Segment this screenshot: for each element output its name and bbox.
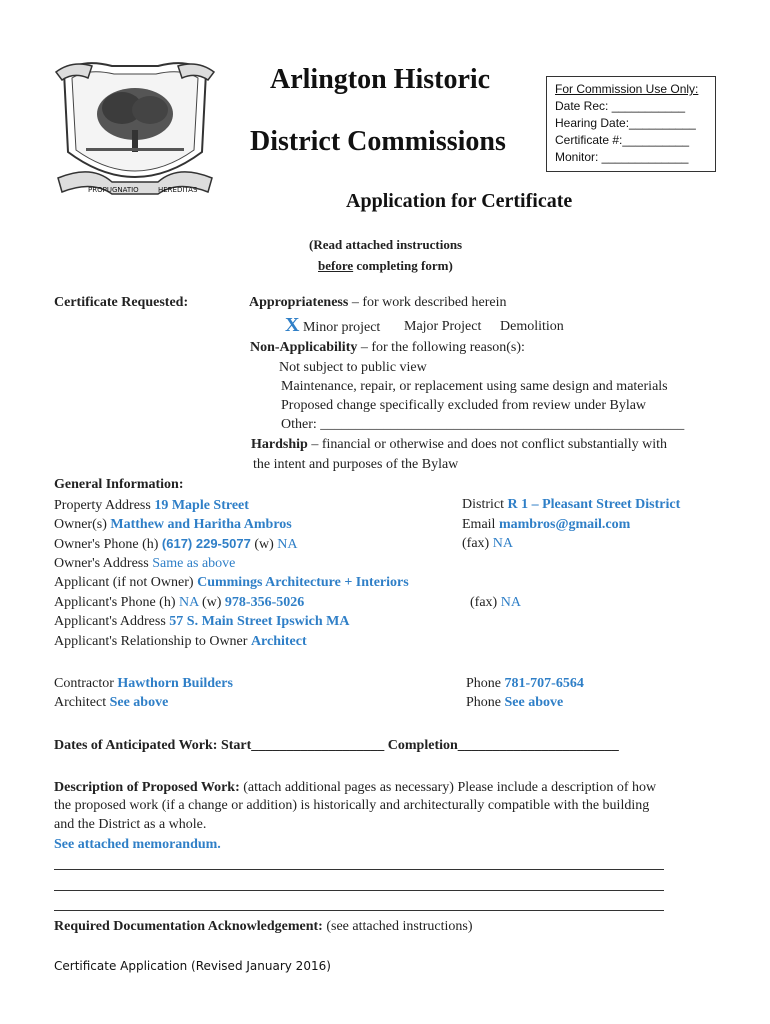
office-use-box <box>546 76 716 172</box>
district-row[interactable]: District R 1 – Pleasant Street District <box>462 497 681 512</box>
hardship-option[interactable]: Hardship – financial or otherwise and does not conflict substantially with <box>251 437 668 452</box>
reason-maintenance[interactable]: Maintenance, repair, or replacement using same design and materials <box>281 379 668 394</box>
anticipated-work-dates[interactable]: Dates of Anticipated Work: Start___________________ Completion_______________________ <box>54 738 619 753</box>
hardship-desc-line2: the intent and purposes of the Bylaw <box>253 457 459 472</box>
svg-text:PROPUGNATIO: PROPUGNATIO <box>88 186 139 194</box>
reason-bylaw-excluded[interactable]: Proposed change specifically excluded from review under Bylaw <box>281 398 647 413</box>
town-seal-image <box>52 52 218 200</box>
title-line-1: Arlington Historic <box>270 64 491 95</box>
architect-phone-row[interactable]: Phone See above <box>466 695 564 710</box>
applicant-row[interactable]: Applicant (if not Owner) Cummings Architecture + Interiors <box>54 575 409 590</box>
description-line-3[interactable] <box>54 910 664 911</box>
description-line-2[interactable] <box>54 890 664 891</box>
architect-row[interactable]: Architect See above <box>54 695 169 710</box>
owner-phone-row[interactable]: Owner's Phone (h) (617) 229-5077 (w) NA <box>54 536 298 552</box>
documentation-acknowledgement: Required Documentation Acknowledgement: (see attached instructions) <box>54 919 473 934</box>
non-applicability-option[interactable]: Non-Applicability – for the following reason(s): <box>250 340 525 355</box>
title-line-2: District Commissions <box>250 126 506 157</box>
x-check-mark: X <box>285 314 300 336</box>
applicant-phone-row[interactable]: Applicant's Phone (h) NA (w) 978-356-5026 <box>54 595 305 610</box>
description-line-1[interactable] <box>54 869 664 870</box>
description-line2: the proposed work (if a change or addition) is historically and architecturally compatible with the building <box>54 798 650 813</box>
certificate-number-field: Certificate #:__________ <box>555 133 690 147</box>
form-subtitle: Application for Certificate <box>346 190 573 212</box>
monitor-field: Monitor: _____________ <box>555 150 689 164</box>
footer-text: Certificate Application (Revised January 2016) <box>54 959 331 973</box>
minor-project-option[interactable]: X Minor project <box>285 314 381 336</box>
contractor-row[interactable]: Contractor Hawthorn Builders <box>54 676 233 691</box>
description-line3: and the District as a whole. <box>54 817 207 832</box>
owner-address-row[interactable]: Owner's Address Same as above <box>54 556 236 571</box>
description-value[interactable]: See attached memorandum. <box>54 837 221 852</box>
owner-row[interactable]: Owner(s) Matthew and Haritha Ambros <box>54 517 292 532</box>
major-project-option[interactable]: Major Project <box>404 319 482 334</box>
demolition-option[interactable]: Demolition <box>500 319 564 334</box>
instructions-note-2: before completing form) <box>318 258 453 273</box>
general-info-heading: General Information: <box>54 477 184 492</box>
certificate-requested-label: Certificate Requested: <box>54 295 189 310</box>
appropriateness-option[interactable]: Appropriateness – for work described herein <box>249 295 507 310</box>
property-address-row[interactable]: Property Address 19 Maple Street <box>54 498 249 513</box>
svg-text:HEREDITAS: HEREDITAS <box>158 186 198 194</box>
applicant-fax-row[interactable]: (fax) NA <box>470 595 521 610</box>
office-use-heading: For Commission Use Only: <box>555 82 699 96</box>
description-label-line1: Description of Proposed Work: (attach additional pages as necessary) Please include a description of how <box>54 780 657 795</box>
applicant-address-row[interactable]: Applicant's Address 57 S. Main Street Ipswich MA <box>54 614 350 629</box>
contractor-phone-row[interactable]: Phone 781-707-6564 <box>466 676 584 691</box>
instructions-note-1: (Read attached instructions <box>309 237 463 252</box>
fax-row[interactable]: (fax) NA <box>462 536 513 551</box>
email-row[interactable]: Email mambros@gmail.com <box>462 517 631 532</box>
hearing-date-field: Hearing Date:__________ <box>555 116 696 130</box>
relationship-row[interactable]: Applicant's Relationship to Owner Architect <box>54 634 307 649</box>
reason-public-view[interactable]: Not subject to public view <box>279 360 427 375</box>
reason-other-field[interactable]: Other: ____________________________________________________ <box>281 417 685 432</box>
date-rec-field: Date Rec: ___________ <box>555 99 686 113</box>
